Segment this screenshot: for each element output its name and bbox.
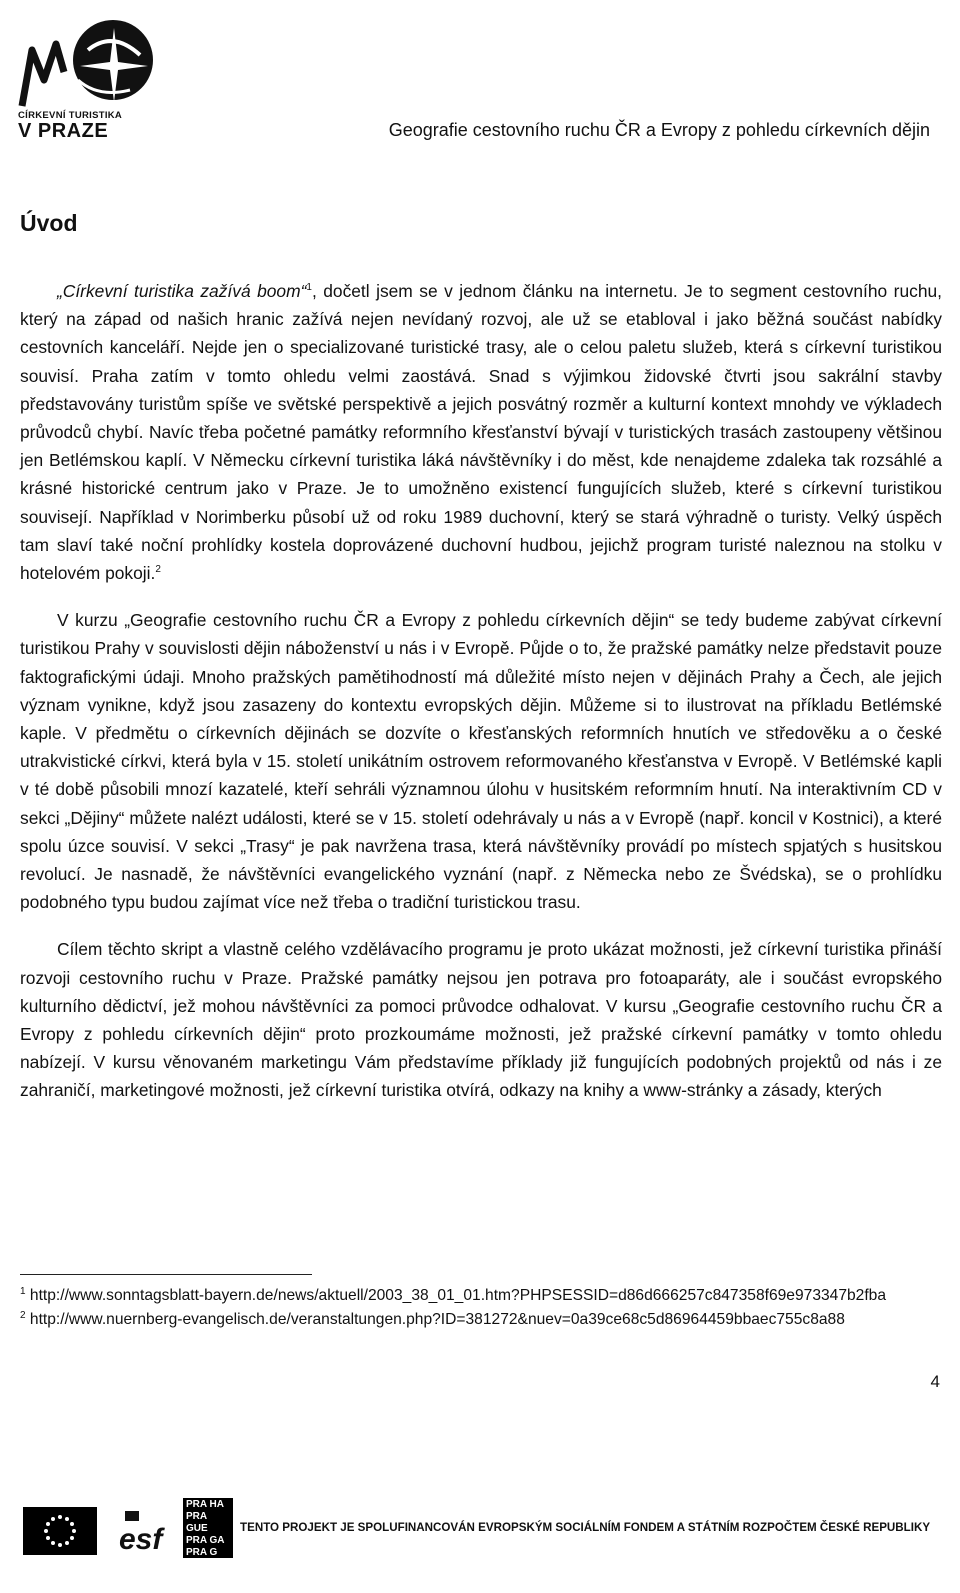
footnote-link[interactable]: http://www.sonntagsblatt-bayern.de/news/aktuell/2003_38_01_01.htm?PHPSESSID=d86d666257c847358f69e973347b2fba (29, 1287, 887, 1305)
footnote-1 (20, 1282, 920, 1306)
logo-emblem-icon (18, 10, 160, 110)
esf-text: esf (119, 1523, 163, 1555)
footnote-number: 1 (20, 1286, 26, 1297)
praha-logo-line: PRA GUE (186, 1511, 208, 1534)
footnote-2 (20, 1306, 920, 1330)
page-footer (0, 1495, 960, 1565)
paragraph-1-text: , dočetl jsem se v jednom článku na internetu. Je to segment cestovního ruchu, který na západ od našich hranic zažívá nejen nevídaný rozvoj, ale už se etabloval i jako běžná součást nabídky cestovních kanceláří. Nejde jen o specializované turistické trasy, ale o celou paletu služeb, která s církevní turistikou souvisí. Praha zatím v tomto ohledu velmi zaostává. Snad s výjimkou židovské čtvrti jsou sakrální stavby představovány turistům spíše ve světské perspektivě a jejich posvátný rozměr a kulturní kontext mnohdy ve výkladech průvodců chybí. Navíc třeba početné památky reformního křesťanství bývají v turistických trasách zastoupeny většinou jen Betlémskou kaplí. V Německu církevní turistika láká návštěvníky i do měst, kde nenajdeme zdaleka tak rozsáhlé a krásné historické centrum jako v Praze. Je to umožněno existencí fungujících služeb, které s církevní turistikou souvisejí. Například v Norimberku působí už od roku 1989 duchovní, který se stará výhradně o turisty. Velký úspěch tam slaví také noční prohlídky kostela doprovázené duchovní hudbou, jejichž program turisté naleznou na stolku v hotelovém pokoji. (20, 281, 942, 584)
footnote-number: 2 (20, 1310, 26, 1322)
funding-notice: TENTO PROJEKT JE SPOLUFINANCOVÁN EVROPSKÝM SOCIÁLNÍM FONDEM A STÁTNÍM ROZPOČTEM ČESKÉ REPUBLIKY (240, 1521, 931, 1534)
paragraph-3: Cílem těchto skript a vlastně celého vzdělávacího programu je proto ukázat možnosti, jež církevní turistika přináší rozvoji cestovního ruchu v Praze. Pražské památky nejsou jen potrava pro fotoaparáty, ale i součást evropského kulturního dědictví, jež mohou návštěvníci za pomoci průvodce odhalovat. V kursu „Geografie cestovního ruchu ČR a Evropy z pohledu církevních dějin“ proto prozkoumáme možnosti, jež pražské církevní památky v tomto ohledu nabízejí. V kursu věnovaném marketingu Vám představíme příklady již fungujících podobných projektů od nás i ze zahraničí, marketingové možnosti, jež církevní turistika otvírá, odkazy na knihy a www-stránky a zásady, kterých (20, 939, 942, 1101)
logo-line1: CÍRKEVNÍ TURISTIKA (18, 110, 123, 121)
paragraph-1 (20, 277, 942, 587)
eu-flag-icon (23, 1507, 97, 1555)
footnote-link[interactable]: http://www.nuernberg-evangelisch.de/veranstaltungen.php?ID=381272&nuev=0a39ce68c5d86964459bbaec755c8a88 (29, 1311, 845, 1329)
praha-logo-line: PRA G (186, 1547, 218, 1558)
page-number: 4 (930, 1372, 940, 1391)
logo (18, 10, 160, 146)
praha-logo (183, 1498, 233, 1558)
footnotes (20, 1282, 920, 1330)
paragraph-2: V kurzu „Geografie cestovního ruchu ČR a Evropy z pohledu církevních dějin“ se tedy budeme zabývat církevní turistikou Prahy v souvislosti dějin náboženství u nás i v Evropě. Půjde o to, že pražské památky nelze představit pouze faktografickými údaji. Mnoho pražských pamětihodností má důležité místo nejen v dějinách Prahy a Čech, ale jejich význam vynikne, když jsou zasazeny do kontextu evropských dějin. Můžeme si to ilustrovat na příkladu Betlémské kaple. V předmětu o církevních dějinách se dozvíte o křesťanských reformních hnutích ve středověku a o české utrakvistické církvi, která byla v 15. století unikátním ostrovem reformovaného křesťanstva v Evropě. V Betlémské kapli v té době působili mnozí kazatelé, kteří sehráli významnou úlohu v husitském reformním hnutí. Na interaktivním CD v sekci „Dějiny“ můžete nalézt události, které se v 15. století odehrávaly u nás a v Evropě (např. koncil v Kostnici), a které spolu úzce souvisí. V sekci „Trasy“ je pak navržena trasa, která návštěvníky provádí po místech spjatých s husitskou revolucí. Je nasnadě, že návštěvníci evangelického vyznání (např. z Německa nebo ze Švédska), se o prohlídku podobného typu budou zajímat více než třeba o tradiční turistickou trasu. (20, 610, 942, 913)
footnote-divider (20, 1274, 312, 1275)
praha-logo-line: PRA GA (186, 1535, 225, 1546)
page-header (0, 0, 960, 160)
body-text (20, 277, 942, 1124)
esf-logo (115, 1503, 173, 1555)
footnote-ref-2[interactable]: 2 (155, 564, 161, 576)
footnote-ref-1[interactable]: 1 (306, 282, 312, 294)
page-heading: Úvod (20, 210, 78, 236)
quote: „Církevní turistika zažívá boom“ (57, 281, 307, 301)
header-title: Geografie cestovního ruchu ČR a Evropy z pohledu církevních dějin (388, 120, 930, 140)
logo-line2: V PRAZE (18, 120, 109, 142)
praha-logo-line: PRA HA (186, 1499, 224, 1510)
